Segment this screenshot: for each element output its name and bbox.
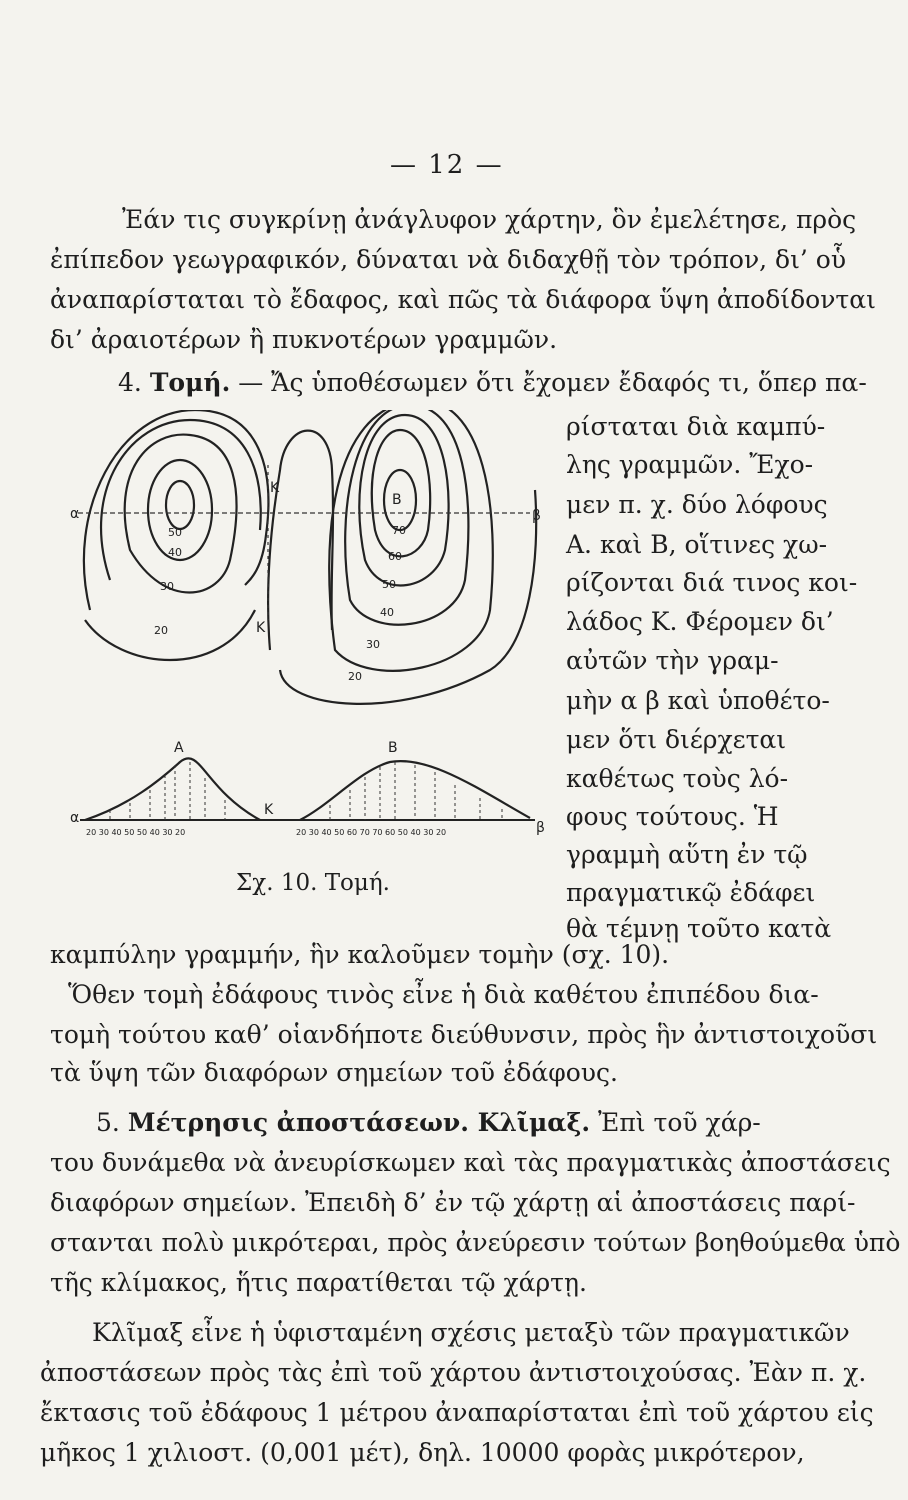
contour-label-7: 50: [382, 578, 396, 591]
side-line-1: ρίσταται διὰ καμπύ-: [566, 412, 826, 441]
contour-valley: [268, 431, 333, 650]
section5-first-rest: Ἐπὶ τοῦ χάρ-: [598, 1108, 761, 1137]
para1-line-1: Ἐάν τις συγκρίνῃ ἀνάγλυφον χάρτην, ὃν ἐμελέτησε, πρὸς: [122, 205, 857, 234]
contour-label-3: 30: [160, 580, 174, 593]
section5-title: Μέτρησις ἀποστάσεων. Κλῖμαξ.: [127, 1108, 591, 1137]
side-line-6: λάδος Κ. Φέρομεν δι’: [566, 607, 834, 636]
contour-label-10: 20: [348, 670, 362, 683]
section4-title: Τομή.: [149, 368, 231, 397]
contour-label-4: 20: [154, 624, 168, 637]
label-a-profile: Α: [174, 740, 184, 756]
para3-line-2: ἀποστάσεων πρὸς τὰς ἐπὶ τοῦ χάρτου ἀντιστοιχούσας. Ἐὰν π. χ.: [40, 1358, 867, 1387]
contour-outer-left: [84, 410, 268, 610]
profile-ticks-right: 20 30 40 50 60 70 70 60 50 40 30 20: [296, 828, 447, 837]
label-alpha: α: [70, 506, 80, 522]
side-line-14: θὰ τέμνῃ τοῦτο κατὰ: [566, 914, 832, 943]
label-b-map: Β: [392, 492, 402, 508]
para3-line-3: ἔκτασις τοῦ ἐδάφους 1 μέτρου ἀναπαρίσταται ἐπὶ τοῦ χάρτου εἰς: [40, 1398, 874, 1427]
para2-line-3: τὰ ὕψη τῶν διαφόρων σημείων τοῦ ἐδάφους.: [50, 1058, 618, 1087]
para3-line-4: μῆκος 1 χιλιοστ. (0,001 μέτ), δηλ. 10000 φορὰς μικρότερον,: [40, 1438, 805, 1467]
profile-section: [70, 740, 545, 837]
contour-label-1: 50: [168, 526, 182, 539]
side-line-13: πραγματικῷ ἐδάφει: [566, 878, 816, 907]
contour-label-8: 40: [380, 606, 394, 619]
contour-lines: [84, 410, 536, 704]
contour-label-6: 60: [388, 550, 402, 563]
side-line-7: αὐτῶν τὴν γραμ-: [566, 646, 779, 675]
section4-last-line: καμπύλην γραμμήν, ἣν καλοῦμεν τομὴν (σχ. 10).: [50, 940, 670, 969]
contour-label-9: 30: [366, 638, 380, 651]
section5-line-3: διαφόρων σημείων. Ἐπειδὴ δ’ ἐν τῷ χάρτῃ αἱ ἀποστάσεις παρί-: [50, 1188, 856, 1217]
contour-b-40: [345, 410, 468, 625]
side-line-12: γραμμὴ αὕτη ἐν τῷ: [566, 840, 808, 869]
label-beta-profile: β: [536, 820, 545, 836]
section5-line-4: στανται πολὺ μικρότεραι, πρὸς ἀνεύρεσιν τούτων βοηθούμεθα ὑπὸ: [50, 1228, 901, 1257]
page-number: — 12 —: [390, 150, 504, 180]
para3-line-1: Κλῖμαξ εἶνε ἡ ὑφισταμένη σχέσις μεταξὺ τῶν πραγματικῶν: [92, 1318, 850, 1347]
section4-first-text: — Ἄς ὑποθέσωμεν ὅτι ἔχομεν ἔδαφός τι, ὅπερ πα-: [238, 368, 867, 397]
side-line-5: ρίζονται διά τινος κοι-: [566, 568, 858, 597]
para1-line-4: δι’ ἀραιοτέρων ἢ πυκνοτέρων γραμμῶν.: [50, 325, 558, 354]
side-line-3: μεν π. χ. δύο λόφους: [566, 490, 828, 519]
contour-a-30: [125, 435, 237, 593]
label-b-profile: Β: [388, 740, 398, 756]
profile-ticks-left: 20 30 40 50 50 40 30 20: [86, 828, 186, 837]
label-k-profile: Κ: [264, 802, 274, 818]
section5-line-2: του δυνάμεθα νὰ ἀνευρίσκωμεν καὶ τὰς πραγματικὰς ἀποστάσεις: [50, 1148, 891, 1177]
side-line-10: καθέτως τοὺς λό-: [566, 764, 789, 793]
contour-lower-left: [85, 610, 255, 660]
para1-line-3: ἀναπαρίσταται τὸ ἔδαφος, καὶ πῶς τὰ διάφορα ὕψη ἀποδίδονται: [50, 285, 876, 314]
contour-label-5: 70: [392, 524, 406, 537]
label-k-bottom: Κ: [256, 620, 266, 636]
profile-curve: [85, 758, 530, 820]
contour-label-2: 40: [168, 546, 182, 559]
label-alpha-profile: α: [70, 810, 80, 826]
side-line-2: λης γραμμῶν. Ἔχο-: [566, 450, 814, 479]
section5-line-5: τῆς κλίμακος, ἥτις παρατίθεται τῷ χάρτῃ.: [50, 1268, 587, 1297]
contour-b-20: [280, 490, 536, 704]
side-line-9: μεν ὅτι διέρχεται: [566, 725, 787, 754]
section4-number: 4.: [118, 368, 142, 397]
contour-a-40: [148, 460, 212, 560]
para1-line-2: ἐπίπεδον γεωγραφικόν, δύναται νὰ διδαχθῇ τὸν τρόπον, δι’ οὗ: [50, 245, 847, 274]
side-line-4: Α. καὶ Β, οἵτινες χω-: [566, 530, 828, 559]
figure-caption: Σχ. 10. Τομή.: [236, 870, 390, 896]
section5-first-line: [96, 1108, 761, 1138]
section5-number: 5.: [96, 1108, 120, 1137]
para2-line-2: τομὴ τούτου καθ’ οἱανδήποτε διεύθυνσιν, πρὸς ἣν ἀντιστοιχοῦσι: [50, 1020, 878, 1049]
section4-first-line: [118, 368, 867, 398]
para2-line-1: Ὅθεν τομὴ ἐδάφους τινὸς εἶνε ἡ διὰ καθέτου ἐπιπέδου δια-: [68, 980, 819, 1009]
label-beta: β: [532, 508, 541, 524]
label-k-top: Κ: [270, 480, 280, 496]
figure-topographic-section: [70, 410, 550, 850]
side-line-8: μὴν α β καὶ ὑποθέτο-: [566, 686, 830, 715]
contour-a-50: [166, 481, 194, 529]
side-line-11: φους τούτους. Ἡ: [566, 802, 779, 831]
